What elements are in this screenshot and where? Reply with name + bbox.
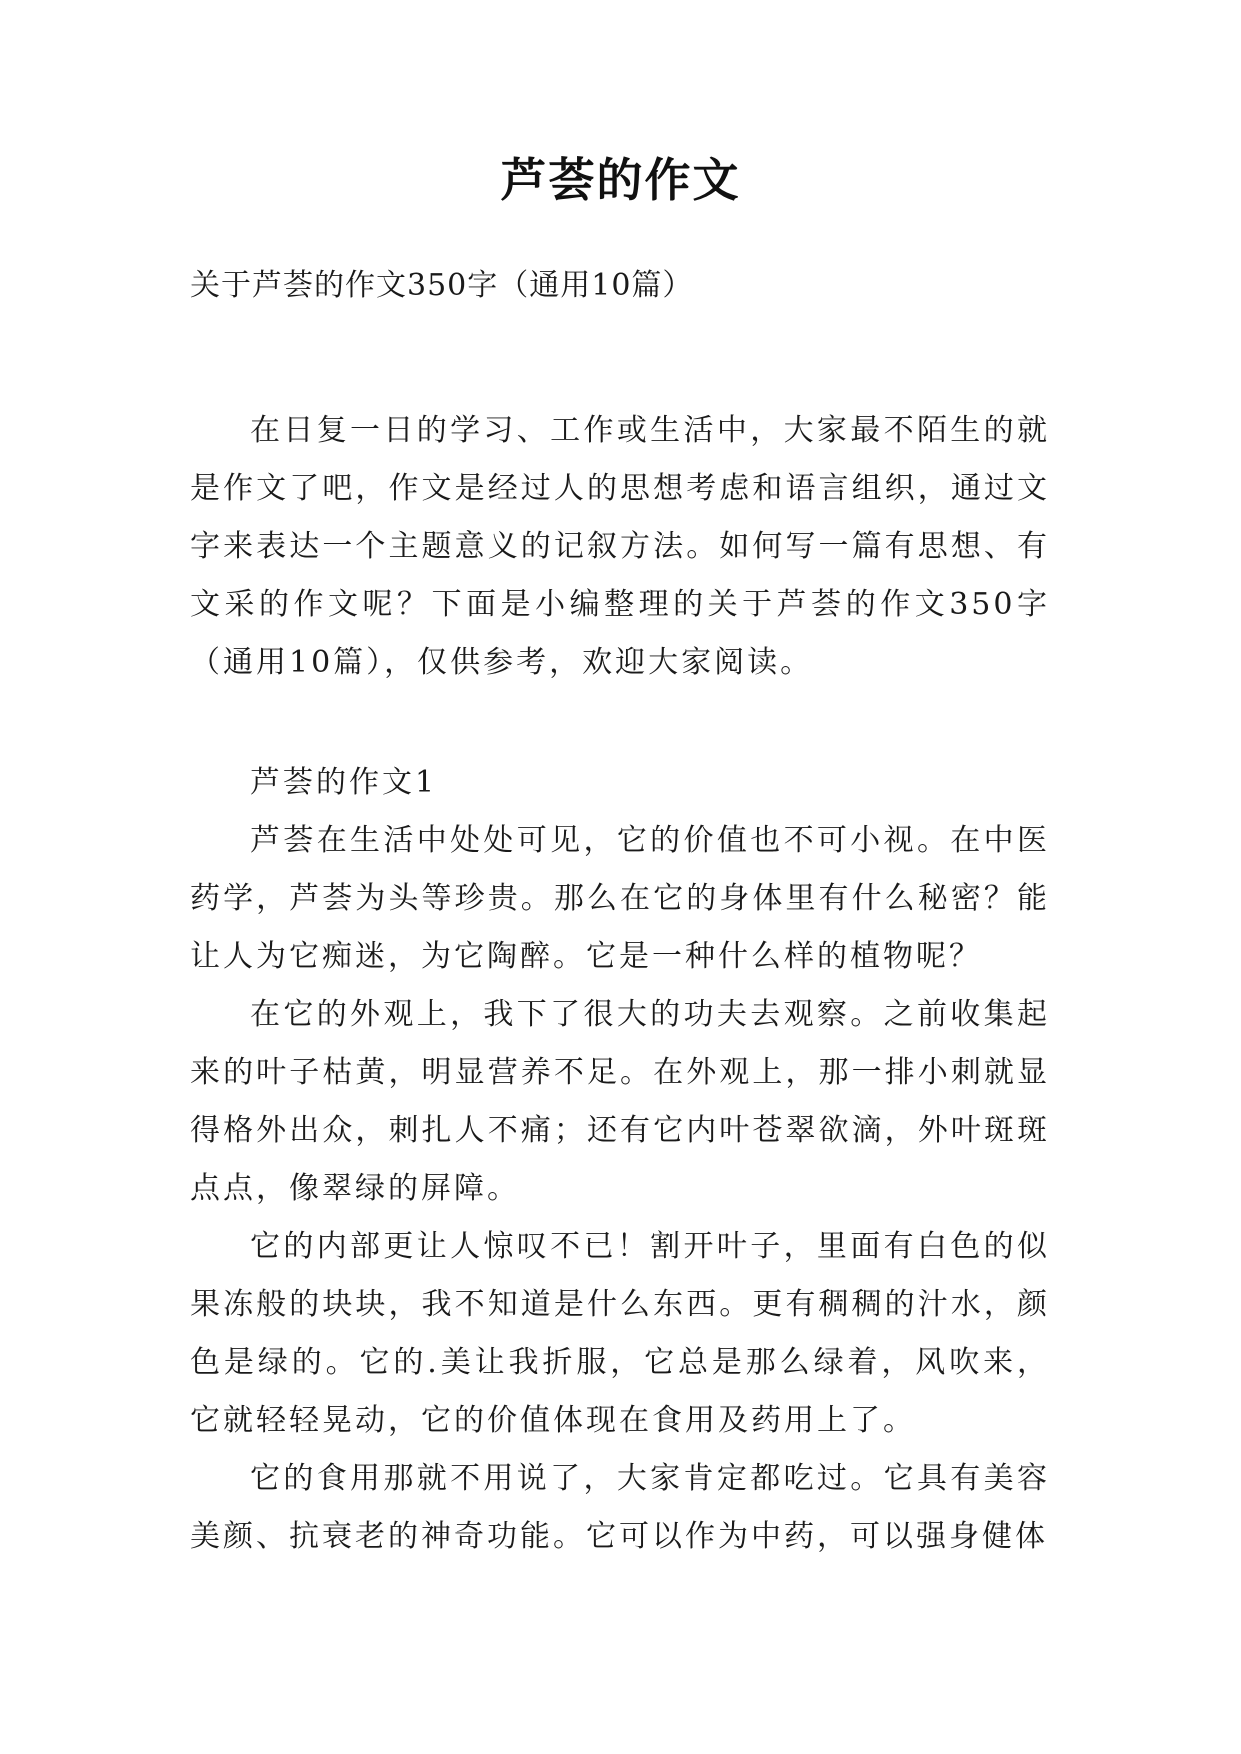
essay-paragraph: 在它的外观上，我下了很大的功夫去观察。之前收集起来的叶子枯黄，明显营养不足。在外观上，那一排小刺就显得格外出众，刺扎人不痛；还有它内叶苍翠欲滴，外叶斑斑点点，像翠绿的屏障。 (190, 997, 1050, 1206)
essay-paragraph: 它的食用那就不用说了，大家肯定都吃过。它具有美容美颜、抗衰老的神奇功能。它可以作为中药，可以强身健体 (190, 1461, 1050, 1554)
section-heading: 芦荟的作文1 (250, 765, 438, 800)
essay-paragraph: 它的内部更让人惊叹不已！割开叶子，里面有白色的似果冻般的块块，我不知道是什么东西。更有稠稠的汁水，颜色是绿的。它的.美让我折服，它总是那么绿着，风吹来，它就轻轻晃动，它的价值体现在食用及药用上了。 (190, 1229, 1050, 1438)
document-subtitle: 关于芦荟的作文350字（通用10篇） (190, 268, 694, 303)
intro-paragraph: 在日复一日的学习、工作或生活中，大家最不陌生的就是作文了吧，作文是经过人的思想考虑和语言组织，通过文字来表达一个主题意义的记叙方法。如何写一篇有思想、有文采的作文呢？下面是小编整理的关于芦荟的作文350字（通用10篇），仅供参考，欢迎大家阅读。 (190, 413, 1050, 680)
essay-paragraph: 芦荟在生活中处处可见，它的价值也不可小视。在中医药学，芦荟为头等珍贵。那么在它的身体里有什么秘密？能让人为它痴迷，为它陶醉。它是一种什么样的植物呢？ (190, 823, 1050, 974)
intro-section (190, 402, 1050, 692)
document-title: 芦荟的作文 (500, 153, 741, 207)
essay-section (190, 754, 1050, 1566)
